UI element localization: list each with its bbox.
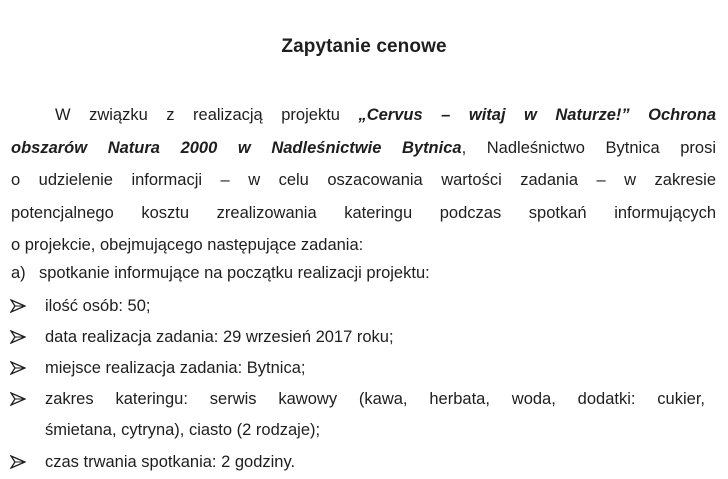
list-item-label: a) xyxy=(11,264,26,282)
document-title: Zapytanie cenowe xyxy=(281,36,447,57)
arrowhead-bullet-icon xyxy=(10,383,32,416)
bullet-text-continuation: śmietana, cytryna), ciasto (2 rodzaje); xyxy=(45,421,321,439)
paragraph-line-2 xyxy=(11,132,716,165)
project-name-part-2: obszarów Natura 2000 w Nadleśnictwie Bytnica xyxy=(11,138,462,157)
arrowhead-bullet-icon xyxy=(10,446,32,479)
paragraph-text: W związku z realizacją projektu xyxy=(55,106,359,124)
bullet-text: data realizacja zadania: 29 wrzesień 2017 roku; xyxy=(45,328,394,346)
bullet-text: miejsce realizacja zadania: Bytnica; xyxy=(45,359,306,377)
list-item-a xyxy=(11,260,430,286)
bullet-text: czas trwania spotkania: 2 godziny. xyxy=(45,453,296,471)
paragraph-text: , Nadleśnictwo Bytnica prosi xyxy=(461,138,716,157)
paragraph-line-1 xyxy=(11,99,716,132)
bullet-text: ilość osób: 50; xyxy=(45,297,151,315)
paragraph-line-5: o projekcie, obejmującego następujące zadania: xyxy=(11,236,364,254)
paragraph-line-4: potencjalnego kosztu zrealizowania kateringu podczas spotkań informujących xyxy=(11,203,716,222)
arrowhead-bullet-icon xyxy=(10,352,32,385)
arrowhead-bullet-icon xyxy=(10,321,32,354)
paragraph-line-3: o udzielenie informacji – w celu oszacowania wartości zadania – w zakresie xyxy=(11,171,716,189)
intro-paragraph xyxy=(11,99,716,262)
project-name-part-1: „Cervus – witaj w Naturze!” Ochrona xyxy=(358,106,717,124)
arrowhead-bullet-icon xyxy=(10,290,32,323)
list-item-text: spotkanie informujące na początku realizacji projektu: xyxy=(39,264,430,282)
bullet-text: zakres kateringu: serwis kawowy (kawa, herbata, woda, dodatki: cukier, xyxy=(45,390,705,408)
